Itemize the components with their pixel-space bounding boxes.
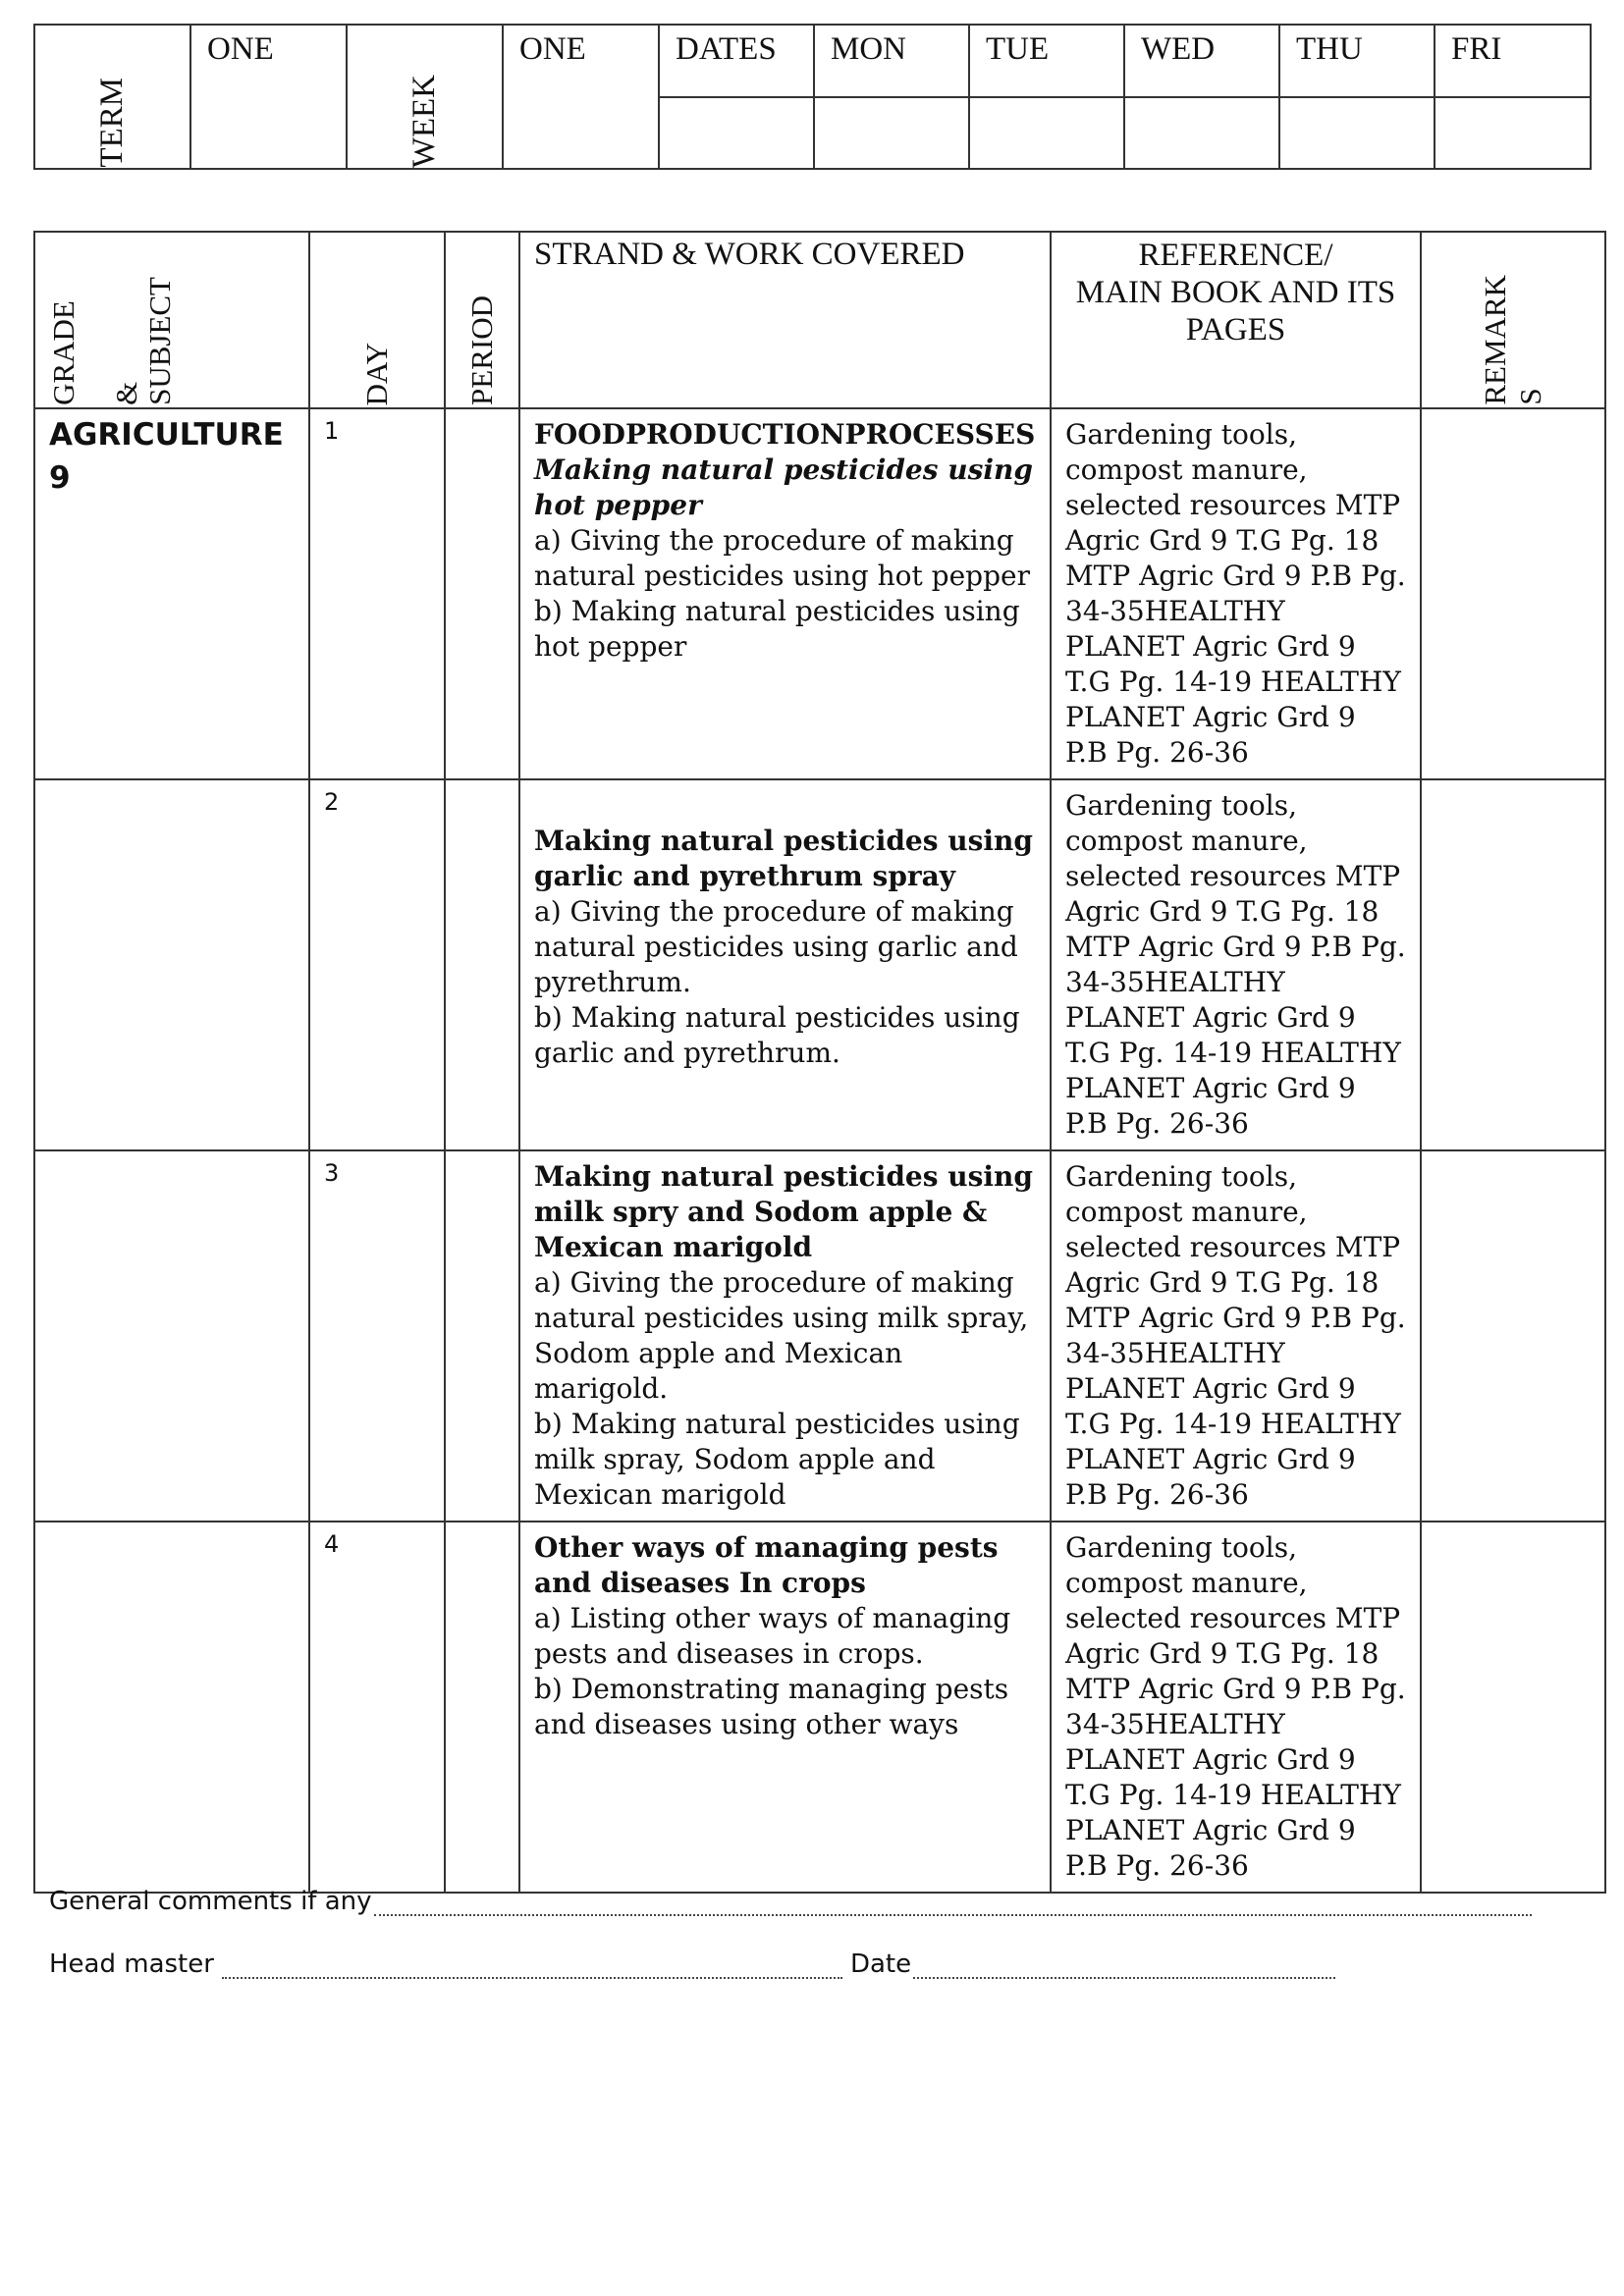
remarks-column-label: REMARK S <box>1478 275 1547 405</box>
subject-grade: 9 <box>49 460 71 496</box>
remarks-cell <box>1421 779 1605 1150</box>
subject-name: AGRICULTURE <box>49 417 284 453</box>
period-column-label: PERIOD <box>464 295 499 405</box>
reference-cell <box>1051 1522 1421 1893</box>
strand-title: Making natural pesticides using hot pepper <box>534 454 1033 521</box>
headmaster-label: Head master <box>49 1949 214 1979</box>
subject-cell <box>34 1150 309 1522</box>
date-cell-thu <box>1279 97 1435 169</box>
week-value: ONE <box>519 31 586 67</box>
activity-a: a) Listing other ways of managing pests and diseases in crops. <box>534 1602 1011 1670</box>
col-grade-subject <box>34 232 309 408</box>
grade-subject-label: GRADE & SUBJECT <box>46 277 177 405</box>
strand-column-label: STRAND & WORK COVERED <box>534 237 965 272</box>
strand-heading: FOODPRODUCTIONPROCESSES <box>534 418 1036 451</box>
activity-a: a) Giving the procedure of making natural pesticides using hot pepper <box>534 524 1030 592</box>
term-value-cell <box>190 25 347 169</box>
date-field[interactable] <box>913 1951 1335 1979</box>
day-header-wed <box>1124 25 1279 97</box>
strand-cell <box>519 1150 1051 1522</box>
col-day <box>309 232 445 408</box>
subject-cell <box>34 779 309 1150</box>
day-label-fri: FRI <box>1451 31 1502 67</box>
date-cell-wed <box>1124 97 1279 169</box>
period-cell <box>445 1522 519 1893</box>
headmaster-signature-field[interactable] <box>222 1951 842 1979</box>
col-remarks <box>1421 232 1605 408</box>
day-header-thu <box>1279 25 1435 97</box>
day-label-wed: WED <box>1141 31 1216 67</box>
reference-text: Gardening tools, compost manure, selected resources MTP Agric Grd 9 T.G Pg. 18 MTP Agric Grd 9 P.B Pg. 34-35HEALTHY PLANET Agric Grd 9 T.G Pg. 14-19 HEALTHY PLANET Agric Grd 9 P.B Pg. 26-36 <box>1065 418 1406 769</box>
strand-title: Other ways of managing pests and diseases In crops <box>534 1531 999 1599</box>
day-label-thu: THU <box>1296 31 1363 67</box>
reference-cell <box>1051 779 1421 1150</box>
day-header-tue <box>969 25 1124 97</box>
remarks-cell <box>1421 408 1605 779</box>
activity-b: b) Making natural pesticides using hot pepper <box>534 595 1020 663</box>
day-number: 2 <box>324 788 340 816</box>
day-label-tue: TUE <box>986 31 1050 67</box>
reference-text: Gardening tools, compost manure, selected resources MTP Agric Grd 9 T.G Pg. 18 MTP Agric Grd 9 P.B Pg. 34-35HEALTHY PLANET Agric Grd 9 T.G Pg. 14-19 HEALTHY PLANET Agric Grd 9 P.B Pg. 26-36 <box>1065 1160 1406 1511</box>
term-label-cell <box>34 25 190 169</box>
day-header-fri <box>1435 25 1591 97</box>
day-number: 4 <box>324 1530 340 1558</box>
table-row <box>34 408 1605 779</box>
dates-label-cell <box>659 25 814 97</box>
week-label: WEEK <box>406 74 442 168</box>
reference-label-line3: PAGES <box>1185 312 1286 347</box>
term-label: TERM <box>94 78 130 168</box>
reference-label-line2: MAIN BOOK AND ITS <box>1075 275 1396 310</box>
headmaster-sign-line <box>49 1949 1335 1979</box>
table-row <box>34 779 1605 1150</box>
date-cell-mon <box>814 97 969 169</box>
activity-a: a) Giving the procedure of making natural pesticides using milk spray, Sodom apple and Mexican marigold. <box>534 1266 1029 1405</box>
reference-label-line1: REFERENCE/ <box>1138 238 1333 273</box>
day-label-mon: MON <box>831 31 907 67</box>
date-cell-fri <box>1435 97 1591 169</box>
scheme-of-work-table <box>33 231 1606 1894</box>
reference-cell <box>1051 408 1421 779</box>
remarks-cell <box>1421 1522 1605 1893</box>
col-strand <box>519 232 1051 408</box>
strand-title: Making natural pesticides using garlic and pyrethrum spray <box>534 825 1033 892</box>
term-value: ONE <box>207 31 274 67</box>
activity-b: b) Making natural pesticides using milk spray, Sodom apple and Mexican marigold <box>534 1408 1020 1511</box>
date-label: Date <box>849 1949 912 1979</box>
table-row <box>34 1522 1605 1893</box>
period-cell <box>445 779 519 1150</box>
day-number: 1 <box>324 417 340 445</box>
day-cell <box>309 1522 445 1893</box>
col-reference <box>1051 232 1421 408</box>
strand-title: Making natural pesticides using milk spry and Sodom apple & Mexican marigold <box>534 1160 1033 1263</box>
day-header-mon <box>814 25 969 97</box>
day-column-label: DAY <box>359 342 394 405</box>
reference-text: Gardening tools, compost manure, selected resources MTP Agric Grd 9 T.G Pg. 18 MTP Agric Grd 9 P.B Pg. 34-35HEALTHY PLANET Agric Grd 9 T.G Pg. 14-19 HEALTHY PLANET Agric Grd 9 P.B Pg. 26-36 <box>1065 1531 1406 1882</box>
strand-cell <box>519 1522 1051 1893</box>
period-cell <box>445 1150 519 1522</box>
activity-b: b) Demonstrating managing pests and diseases using other ways <box>534 1673 1009 1740</box>
subject-cell <box>34 1522 309 1893</box>
dates-label: DATES <box>676 31 777 67</box>
general-comments-label: General comments if any <box>49 1887 372 1916</box>
table-row <box>34 1150 1605 1522</box>
general-comments-field[interactable] <box>374 1889 1532 1916</box>
dates-value-cell <box>659 97 814 169</box>
day-number: 3 <box>324 1159 340 1187</box>
reference-text: Gardening tools, compost manure, selected resources MTP Agric Grd 9 T.G Pg. 18 MTP Agric Grd 9 P.B Pg. 34-35HEALTHY PLANET Agric Grd 9 T.G Pg. 14-19 HEALTHY PLANET Agric Grd 9 P.B Pg. 26-36 <box>1065 789 1406 1140</box>
strand-cell <box>519 779 1051 1150</box>
col-period <box>445 232 519 408</box>
subject-cell <box>34 408 309 779</box>
reference-cell <box>1051 1150 1421 1522</box>
day-cell <box>309 408 445 779</box>
day-cell <box>309 779 445 1150</box>
strand-spacer <box>534 788 1036 824</box>
week-label-cell <box>347 25 503 169</box>
period-cell <box>445 408 519 779</box>
strand-cell <box>519 408 1051 779</box>
remarks-cell <box>1421 1150 1605 1522</box>
general-comments-line <box>49 1887 1532 1916</box>
activity-b: b) Making natural pesticides using garlic and pyrethrum. <box>534 1001 1020 1069</box>
date-cell-tue <box>969 97 1124 169</box>
week-value-cell <box>503 25 659 169</box>
activity-a: a) Giving the procedure of making natural pesticides using garlic and pyrethrum. <box>534 895 1018 998</box>
day-cell <box>309 1150 445 1522</box>
term-week-header <box>33 24 1592 170</box>
